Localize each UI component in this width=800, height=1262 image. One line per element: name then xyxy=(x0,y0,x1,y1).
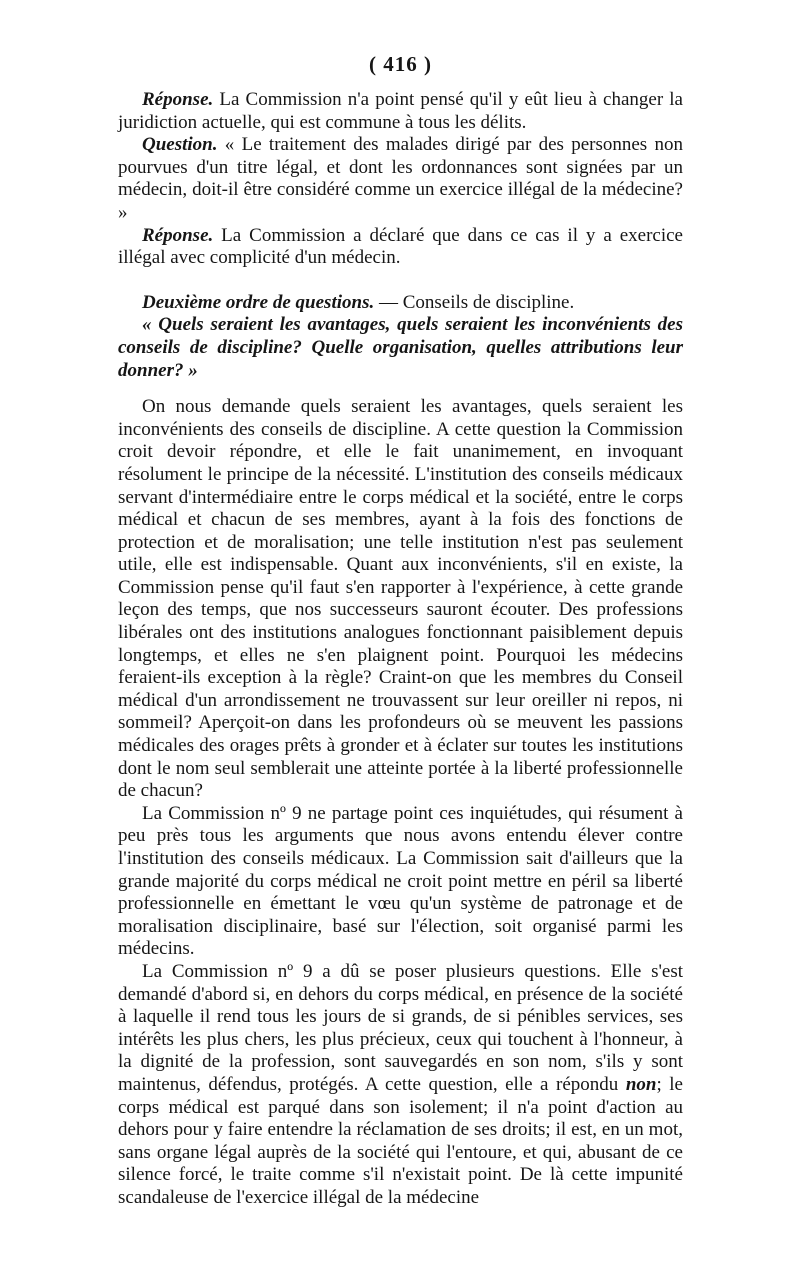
qa-label: Question. xyxy=(142,134,218,156)
body-text: La Commission nº 9 a dû se poser plusieurs questions. Elle s'est demandé d'abord si, en dehors du corps médical, en présence de la société à laquelle il rend tous les jours de si grands, de si pénibles services, ses intérêts les plus chers, les plus précieux, ceux qui touchent à l'honneur, à la dignité de la profession, sont sauvegardés en son nom, s'ils y sont maintenus, défendus, protégés. A cette question, elle a répondu xyxy=(118,960,683,1095)
section-question-text: « Quels seraient les avantages, quels seraient les inconvénients des conseils de discipline? Quelle organisation, quelles attributions leur donner? » xyxy=(118,314,683,381)
body-text: ; le corps médical est parqué dans son isolement; il n'a point d'action au dehors pour y faire entendre la réclamation de ses droits; il est, en un mot, sans organe légal auprès de la société qui l'entoure, et qui, abusant de ce silence forcé, le traite comme s'il n'existait point. De là cette impunité scandaleuse de l'exercice illégal de la médecine xyxy=(118,1073,683,1208)
qa-answer-1 xyxy=(118,89,683,134)
qa-label: Réponse. xyxy=(142,224,214,246)
section-heading-rest: — Conseils de discipline. xyxy=(374,291,575,313)
section-heading-italic: Deuxième ordre de questions. xyxy=(142,291,375,313)
qa-answer-2 xyxy=(118,225,683,270)
body-paragraph-1: On nous demande quels seraient les avantages, quels seraient les inconvénients des conseils de discipline. A cette question la Commission croit devoir répondre, et elle le fait unanimement, en invoquant résolument le principe de la nécessité. L'institution des conseils médicaux servant d'intermédiaire entre le corps médical et la société, entre le corps médical et chacun de ses membres, ayant à la fois des fonctions de protection et de moralisation; une telle institution n'est pas seulement utile, elle est indispensable. Quant aux inconvénients, s'il en existe, la Commission pense qu'il faut s'en rapporter à l'expérience, à cette grande leçon des temps, que nos successeurs sauront écouter. Des professions libérales ont des institutions analogues fonctionnant paisiblement depuis longtemps, et elles ne s'en plaignent point. Pourquoi les médecins feraient-ils exception à la règle? Craint-on que les membres du Conseil médical d'un arrondissement ne trouvassent sur leur oreiller ni repos, ni sommeil? Aperçoit-on dans les profondeurs où se meuvent les passions médicales des orages prêts à gronder et à éclater sur toutes les institutions dont le nom seul semblerait une atteinte portée à la liberté professionnelle de chacun? xyxy=(118,396,683,802)
qa-text: La Commission n'a point pensé qu'il y eût lieu à changer la juridiction actuelle, qui est commune à tous les délits. xyxy=(118,89,683,133)
body-paragraph-3 xyxy=(118,961,683,1210)
qa-text: « Le traitement des malades dirigé par des personnes non pourvues d'un titre légal, et dont les ordonnances sont signées par un médecin, doit-il être considéré comme un exercice illégal de la médecine? » xyxy=(118,134,683,223)
qa-question-2 xyxy=(118,134,683,224)
emphasis-word: non xyxy=(625,1073,657,1095)
body-paragraph-2: La Commission nº 9 ne partage point ces inquiétudes, qui résument à peu près tous les arguments que nous avons entendu élever contre l'institution des conseils médicaux. La Commission sait d'ailleurs que la grande majorité du corps médical ne croit point mettre en péril sa liberté professionnelle en émettant le vœu qu'un système de patronage et de moralisation disciplinaire, basé sur l'élection, soit organisé parmi les médecins. xyxy=(118,802,683,960)
section-heading xyxy=(118,292,683,315)
qa-label: Réponse. xyxy=(142,89,214,110)
page-number: ( 416 ) xyxy=(369,52,432,76)
document-page xyxy=(118,52,683,1210)
section-question xyxy=(118,314,683,382)
qa-text: La Commission a déclaré que dans ce cas il y a exercice illégal avec complicité d'un médecin. xyxy=(118,224,683,269)
